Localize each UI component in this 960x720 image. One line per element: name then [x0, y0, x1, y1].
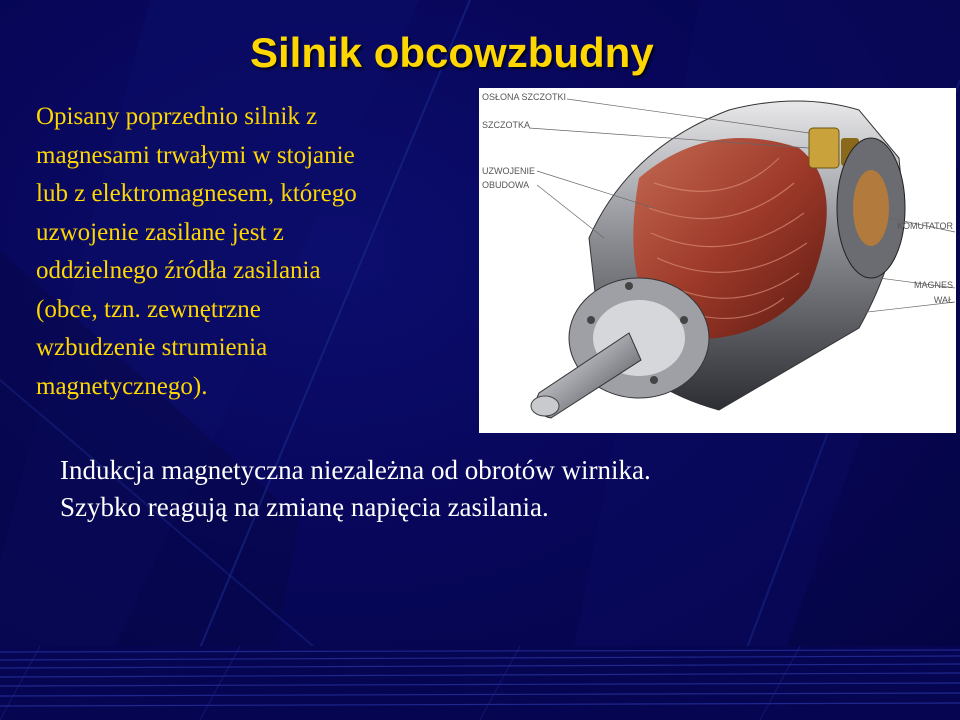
bullet-text [60, 452, 940, 526]
motor-cutaway-figure [479, 88, 956, 433]
description-line: wzbudzenie strumienia [36, 334, 268, 361]
bullet-line: Indukcja magnetyczna niezależna od obrotów wirnika. [60, 455, 651, 485]
description-text [36, 98, 476, 406]
label-obudowa: OBUDOWA [482, 180, 530, 190]
label-oslona-szczotki: OSŁONA SZCZOTKI [482, 92, 567, 102]
description-line: magnesami trwałymi w stojanie [36, 141, 355, 169]
description-line: uzwojenie zasilane jest z [36, 218, 284, 246]
label-komutator: KOMUTATOR [897, 221, 953, 231]
description-line: lub z elektromagnesem, którego [36, 180, 357, 207]
slide-title: Silnik obcowzbudny [250, 29, 654, 76]
description-line: oddzielnego źródła zasilania [36, 257, 321, 284]
label-uzwojenie: UZWOJENIE [482, 166, 535, 176]
description-line: Opisany poprzednio silnik z [36, 103, 318, 130]
description-line: (obce, tzn. zewnętrzne [36, 295, 261, 323]
label-wal: WAŁ [933, 295, 953, 305]
description-line: magnetycznego). [36, 372, 208, 400]
label-magnes: MAGNES [913, 280, 953, 290]
bullet-line: Szybko reagują na zmianę napięcia zasilania. [60, 492, 549, 522]
label-szczotka: SZCZOTKA [482, 120, 531, 130]
